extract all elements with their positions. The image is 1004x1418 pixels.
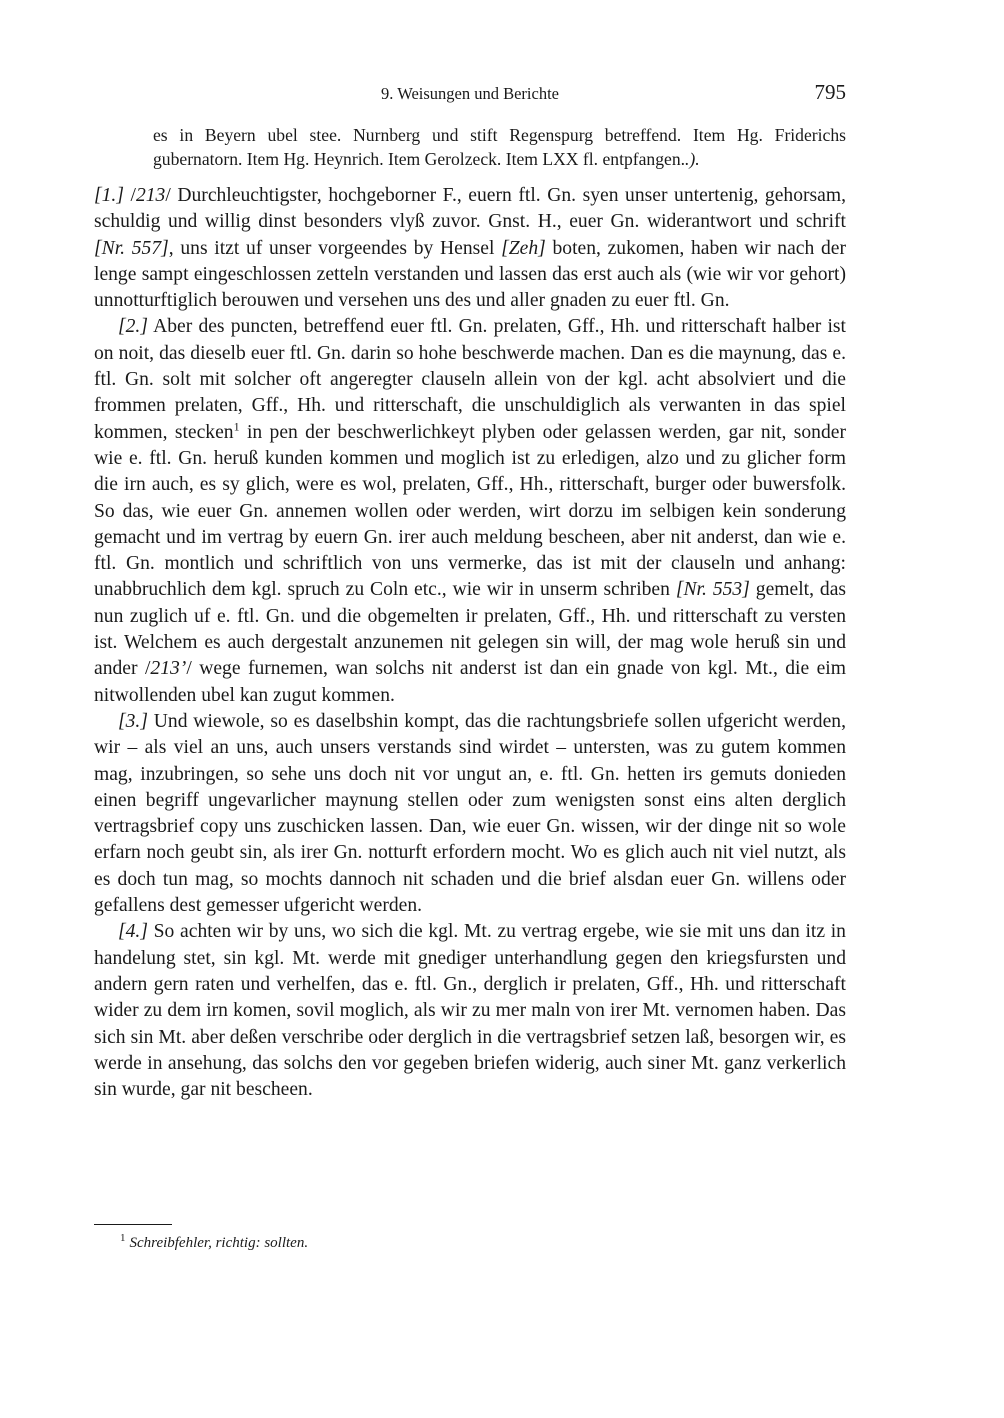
lead-summary: [153, 123, 846, 171]
paragraph-mark: [3.]: [118, 710, 148, 732]
footnote-divider: [94, 1224, 172, 1225]
footnote-reference[interactable]: 1: [233, 419, 240, 434]
folio-bracket: /: [165, 185, 171, 206]
folio-bracket: /: [186, 658, 192, 680]
footnote-text: Schreibfehler, richtig: sollten.: [129, 1235, 309, 1251]
paragraph-text: Und wiewole, so es daselbshin kompt, das die rachtungsbriefe sollen ufgericht werden, wir – als viel an uns, auch unsers verstands sind wirdet – untersten, was zu gutem kommen mag, inzubringen, so sehe uns doch nit vor ungut an, e. ftl. Gn. hetten irs gemuts donieden einen begriff ungevarlicher maynung stellen oder zum wenigsten sonst eins alten derglich vertragsbrief copy uns zuschicken lassen. Dan, wie euer Gn. wissen, wir der dinge nit so wole erfarn noch geubt sin, als irer Gn. notturft erfordern mocht. Wo es glich auch nit viel nutzt, als es doch tun mag, so mochts dannoch nit schaden und die brief alsdan euer Gn. willens oder gefallens dest gemesser ufgericht werden.: [94, 710, 846, 917]
folio-bracket: /: [130, 185, 136, 206]
document-reference: [Nr. 553]: [675, 579, 750, 601]
paragraph-mark: [2.]: [118, 316, 148, 338]
paragraph-text: Durchleuchtigster, hochgeborner F., euern ftl. Gn. syen unser untertenig, gehorsam, schuldig und willig dinst besonders vlyß zuvor. Gnst. H., euer Gn. widerantwort und schrift: [94, 185, 846, 233]
paragraph-text: gemelt, das nun zuglich uf e. ftl. Gn. und die obgemelten ir prelaten, Gff., Hh. und ritterschaft zu versten ist. Welchem es auch dergestalt anzunemen nit gelegen sin will, der mag wole heruß sin und ander: [94, 579, 847, 680]
paragraph-mark: [1.]: [94, 185, 124, 206]
body-text: [94, 183, 846, 1103]
paragraph-mark: [4.]: [118, 921, 148, 943]
paragraph-text: Aber des puncten, betreffend euer ftl. Gn. prelaten, Gff., Hh. und ritterschaft halber ist on noit, das dieselb euer ftl. Gn. darin so hohe beschwerde machen. Dan es die maynung, das e. ftl. Gn. solt mit solcher oft angeregter clauseln allein von der kgl. acht absolviert und die frommen prelaten, Gff., Hh. und ritterschaft, die unschuldiglich als verwanten in das spiel kommen, stecken: [94, 316, 847, 443]
paragraph-text: So achten wir by uns, wo sich die kgl. Mt. zu vertrag ergebe, wie sie mit uns dan itz in handelung stet, sin kgl. Mt. werde mit gnediger unterhandlung gegen den kriegsfursten und andern gern raten und verhelfen, das e. ftl. Gn., derglich ir prelaten, Gff., Hh. und ritterschaft wider zu dem irn komen, sovil moglich, als wir zu mer maln von irer Mt. vernomen haben. Das sich sin Mt. aber deßen verschribe oder derglich in die vertragsbrief setzen laß, besorgen wir, es werde in ansehung, das solchs den vor gegeben briefen widerig, auch siner Mt. ganz verkerlich sin wurde, gar nit bescheen.: [94, 921, 846, 1101]
paragraph-3: [94, 709, 846, 919]
folio-marker: 213’: [150, 658, 187, 680]
running-title: 9. Weisungen und Berichte: [381, 84, 559, 103]
running-head: [94, 80, 846, 110]
editorial-note: [Zeh]: [501, 237, 546, 259]
page-number: 795: [814, 80, 846, 104]
paragraph-text: , uns itzt uf unser vorgeendes by Hensel: [168, 237, 495, 259]
paragraph-text: boten, zukomen, haben wir nach der lenge sampt eingeschlossen zetteln verstanden und lassen das erst auch als (wie wir vor gehort) unnotturftiglich berouwen und versehen uns des und aller gnaden zu euer ftl. Gn.: [94, 237, 846, 312]
lead-end: .).: [685, 149, 700, 169]
folio-marker: 213: [135, 185, 166, 206]
paragraph-text: in pen der beschwerlichkeyt plyben oder gelassen werden, gar nit, sonder wie e. ftl. Gn. heruß kunden kommen und moglich ist zu erledigen, alzo und zu glicher form die irn auch, es sy glich, were es wol, prelaten, Gff., Hh., ritterschaft, burger oder buwersfolk. So das, wie euer Gn. annemen wollen oder werden, wirt dorzu im selbigen kein sonderung gemacht und im vertrag by euern Gn. irer auch meldung bescheen, aber nit anderst, dan wie e. ftl. Gn. montlich und schriftlich von uns vermerke, das ist mit der clauseln und anhang: unabbruchlich dem kgl. spruch zu Coln etc., wie wir in unserm schriben: [94, 421, 846, 601]
paragraph-1: [94, 183, 846, 314]
paragraph-4: [94, 919, 846, 1103]
document-reference: [Nr. 557]: [94, 237, 169, 259]
paragraph-2: [94, 314, 846, 708]
footnote-number: 1: [120, 1232, 126, 1244]
paragraph-text: wege furnemen, wan solchs nit anderst ist dan ein gnade von kgl. Mt., die eim nitwollenden ubel kan zugut kommen.: [94, 658, 846, 706]
lead-text: es in Beyern ubel stee. Nurnberg und stift Regenspurg betreffend. Item Hg. Friderichs gubernatorn. Item Hg. Heynrich. Item Gerolzeck. Item LXX fl. entpfangen.: [153, 125, 846, 169]
footnote: [120, 1233, 308, 1253]
folio-bracket: /: [144, 658, 151, 680]
